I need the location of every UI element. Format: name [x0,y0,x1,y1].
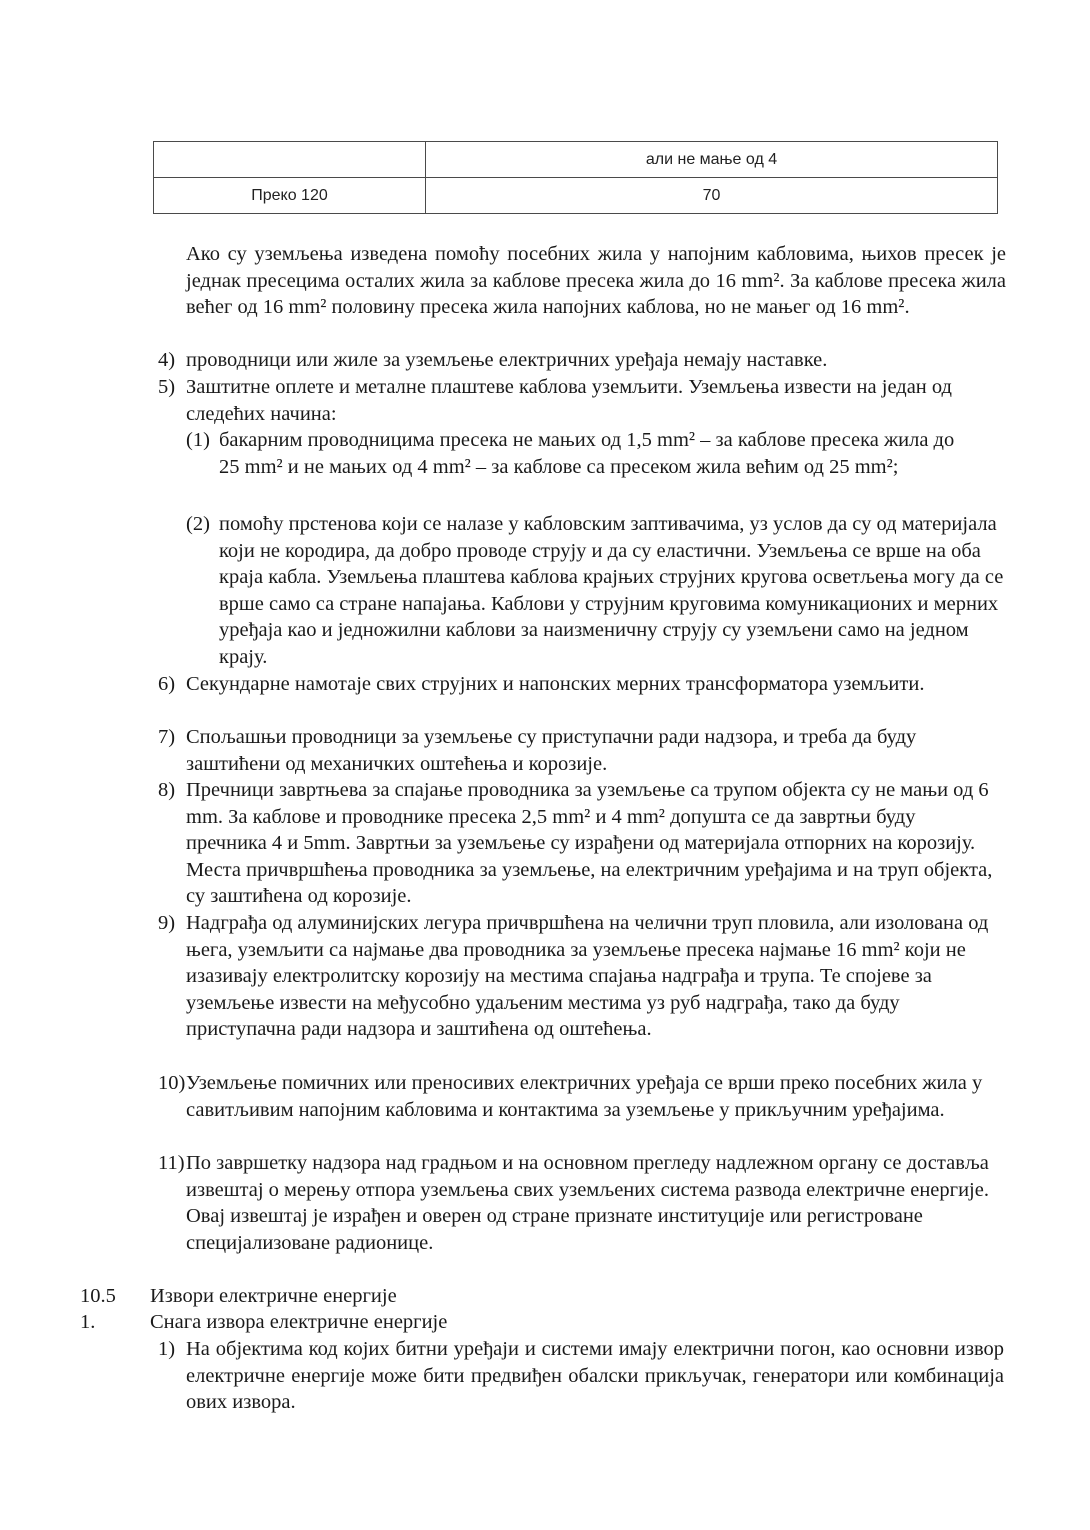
table-row [154,178,998,214]
list-item [158,347,1006,374]
table-row [154,142,998,178]
list-item [158,671,1006,698]
sub-list-item-number: (1) [186,429,210,451]
list-item-number: 11) [158,1152,185,1174]
list-item [158,910,1006,1043]
list-item-number: 10) [158,1072,186,1094]
list-item-text: Надграђа од алуминијских легура причвршћена на челични труп пловила, али изолована од њега, уземљити са најмање два проводника за уземљење пресека најмање 16 mm² који не изазивају електролитску корозију на местима спајања надграђа и трупа. Те спојеве за уземљење извести на међусобно удаљеним местима уз руб надграђа, тако да буду приступачна ради надзора и заштићена од оштећења. [186,912,989,1041]
table-cell: али не мање од 4 [426,142,998,178]
sub-list-item-text: помоћу прстенова који се налазе у кабловским заптивачима, уз услов да су од материјала који не кородира, да добро проводе струју и да су еластични. Уземљења се врше на оба краја кабла. Уземљења плаштева каблова крајњих струјних кругова осветљења могу да се врше само са стране напајања. Каблови у струјним круговима комуникационих и мерних уређаја као и једножилни каблови за наизменичну струју су уземљени само на једном крају. [219,513,1004,668]
list-item [158,374,1006,427]
list-item [158,1336,1006,1416]
list-item-text: На објектима код којих битни уређаји и системи имају електрични погон, као основни извор електричне енергије може бити предвиђен обалски прикључак, генератори или комбинација ових извора. [186,1338,1004,1414]
intro-paragraph: Ако су уземљења изведена помоћу посебних жила у напојним кабловима, њихов пресек је једнак пресецима осталих жила за каблове пресека жила до 16 mm². За каблове пресека жила већег од 16 mm² половину пресека жила напојних каблова, но не мањег од 16 mm². [186,243,1006,319]
list-item-number: 5) [158,376,176,398]
sub-list-item-number: (2) [186,513,210,535]
list-item-text: проводници или жиле за уземљење електричних уређаја немају наставке. [186,349,828,371]
list-item-text: Спољашњи проводници за уземљење су приступачни ради надзора, и треба да буду заштићени од механичких оштећења и корозије. [186,726,917,775]
list-item-text: Заштитне оплете и металне плаштеве каблова уземљити. Уземљења извести на један од следећих начина: [186,376,952,425]
list-item [158,1070,1006,1123]
list-item-text: Пречници завртњева за спајање проводника за уземљење са трупом објекта су не мањи од 6 mm. За каблове и проводнике пресека 2,5 mm² и 4 mm² допушта се да завртњи буду пречника 4 и 5mm. Завртњи за уземљење су израђени од материјала отпорних на корозију. Места причвршћења проводника за уземљење, на електричним уређајима и на труп објекта, су заштићена од корозије. [186,779,993,908]
list-item [158,777,1006,910]
list-item-number: 9) [158,912,176,934]
table-cell: Преко 120 [154,178,426,214]
subsection-number: 1. [80,1311,96,1333]
table-cell: 70 [426,178,998,214]
sub-list-item [186,511,1006,671]
list-item-text: Секундарне намотаје свих струјних и напонских мерних трансформатора уземљити. [186,673,925,695]
list-item-number: 4) [158,349,176,371]
sub-list-item-text: бакарним проводницима пресека не мањих од 1,5 mm² – за каблове пресека жила до 25 mm² и не мањих од 4 mm² – за каблове са пресеком жила већим од 25 mm²; [219,429,955,478]
list-item-number: 7) [158,726,176,748]
list-item-text: По завршетку надзора над градњом и на основном прегледу надлежном органу се доставља извештај о мерењу отпора уземљења свих уземљених система развода електричне енергије. Овај извештај је израђен и оверен од стране признате институције или регистроване специјализоване радионице. [186,1152,989,1254]
list-item-number: 1) [158,1338,176,1360]
subsection-title: Снага извора електричне енергије [150,1311,448,1333]
sub-list-item [186,427,1006,480]
list-item-text: Уземљење помичних или преносивих електричних уређаја се врши преко посебних жила у савитљивим напојним кабловима и контактима за уземљење у прикључним уређајима. [186,1072,983,1121]
list-item-number: 6) [158,673,176,695]
conductor-section-table [153,141,998,214]
section-number: 10.5 [80,1285,116,1307]
list-item [158,1150,1006,1256]
list-item-number: 8) [158,779,176,801]
list-item [158,724,1006,777]
section-title: Извори електричне енергије [150,1285,397,1307]
table-cell [154,142,426,178]
